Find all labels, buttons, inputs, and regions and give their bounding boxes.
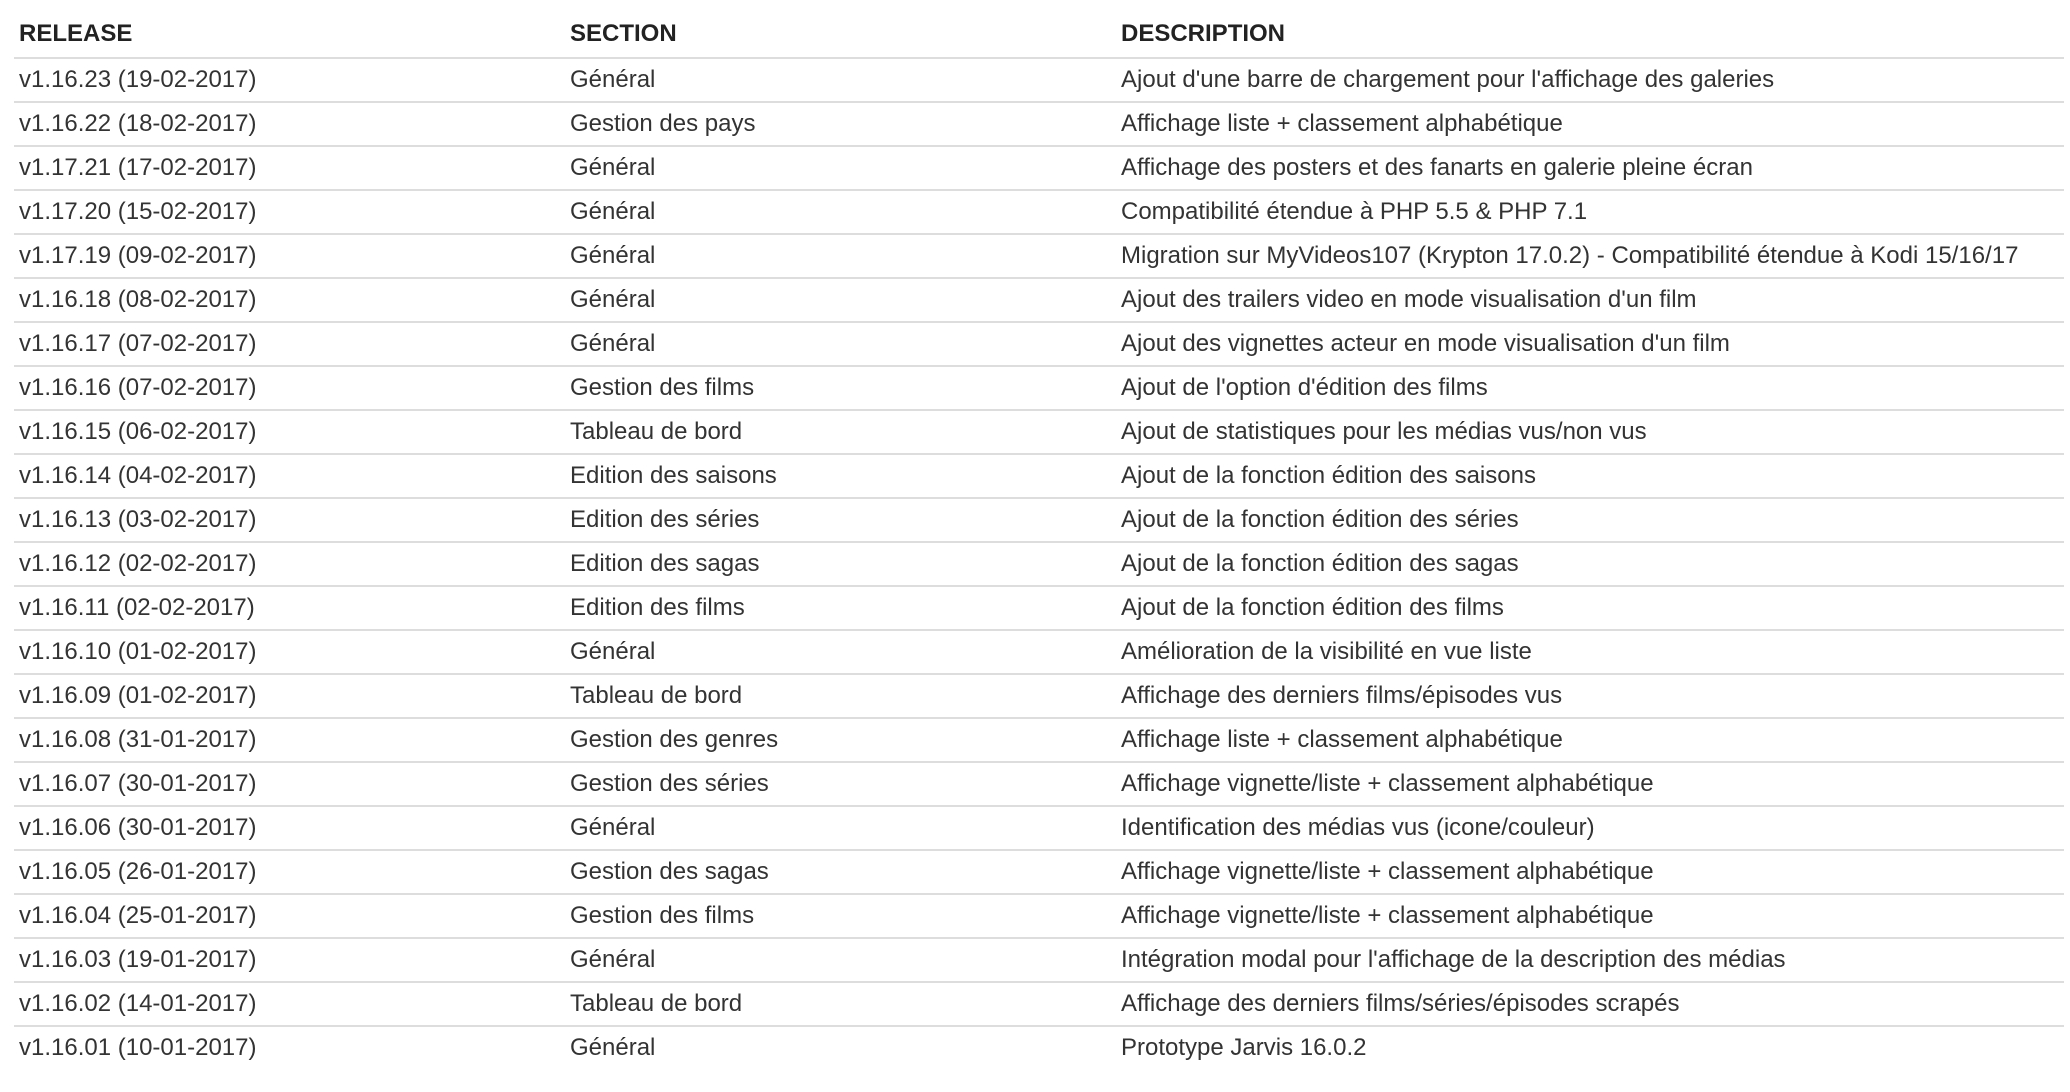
description-cell: Ajout de la fonction édition des films — [1116, 586, 2064, 630]
section-cell: Tableau de bord — [565, 410, 1116, 454]
table-row — [14, 454, 2064, 498]
description-cell: Affichage des derniers films/séries/épisodes scrapés — [1116, 982, 2064, 1026]
section-cell: Gestion des séries — [565, 762, 1116, 806]
release-cell: v1.16.15 (06-02-2017) — [14, 410, 565, 454]
section-cell: Général — [565, 1026, 1116, 1069]
section-cell: Gestion des films — [565, 894, 1116, 938]
table-row — [14, 102, 2064, 146]
section-cell: Tableau de bord — [565, 982, 1116, 1026]
header-description: DESCRIPTION — [1116, 10, 2064, 58]
release-cell: v1.16.06 (30-01-2017) — [14, 806, 565, 850]
release-cell: v1.16.04 (25-01-2017) — [14, 894, 565, 938]
section-cell: Edition des sagas — [565, 542, 1116, 586]
release-cell: v1.16.01 (10-01-2017) — [14, 1026, 565, 1069]
release-cell: v1.16.10 (01-02-2017) — [14, 630, 565, 674]
table-row — [14, 806, 2064, 850]
release-cell: v1.16.22 (18-02-2017) — [14, 102, 565, 146]
section-cell: Général — [565, 146, 1116, 190]
section-cell: Général — [565, 630, 1116, 674]
description-cell: Affichage vignette/liste + classement alphabétique — [1116, 894, 2064, 938]
release-cell: v1.16.05 (26-01-2017) — [14, 850, 565, 894]
description-cell: Migration sur MyVideos107 (Krypton 17.0.2) - Compatibilité étendue à Kodi 15/16/17 — [1116, 234, 2064, 278]
section-cell: Général — [565, 806, 1116, 850]
table-row — [14, 410, 2064, 454]
section-cell: Gestion des pays — [565, 102, 1116, 146]
table-row — [14, 58, 2064, 102]
description-cell: Affichage vignette/liste + classement alphabétique — [1116, 762, 2064, 806]
release-cell: v1.16.02 (14-01-2017) — [14, 982, 565, 1026]
release-cell: v1.16.17 (07-02-2017) — [14, 322, 565, 366]
release-cell: v1.16.18 (08-02-2017) — [14, 278, 565, 322]
description-cell: Ajout de statistiques pour les médias vus/non vus — [1116, 410, 2064, 454]
changelog-table — [14, 10, 2064, 1069]
section-cell: Général — [565, 938, 1116, 982]
section-cell: Tableau de bord — [565, 674, 1116, 718]
table-row — [14, 630, 2064, 674]
release-cell: v1.16.08 (31-01-2017) — [14, 718, 565, 762]
release-cell: v1.16.03 (19-01-2017) — [14, 938, 565, 982]
header-release: RELEASE — [14, 10, 565, 58]
description-cell: Ajout de l'option d'édition des films — [1116, 366, 2064, 410]
section-cell: Edition des saisons — [565, 454, 1116, 498]
description-cell: Compatibilité étendue à PHP 5.5 & PHP 7.1 — [1116, 190, 2064, 234]
release-cell: v1.16.07 (30-01-2017) — [14, 762, 565, 806]
description-cell: Intégration modal pour l'affichage de la description des médias — [1116, 938, 2064, 982]
release-cell: v1.16.14 (04-02-2017) — [14, 454, 565, 498]
table-row — [14, 322, 2064, 366]
description-cell: Ajout des vignettes acteur en mode visualisation d'un film — [1116, 322, 2064, 366]
table-row — [14, 674, 2064, 718]
section-cell: Gestion des films — [565, 366, 1116, 410]
table-row — [14, 234, 2064, 278]
table-row — [14, 190, 2064, 234]
section-cell: Général — [565, 322, 1116, 366]
header-row — [14, 10, 2064, 58]
release-cell: v1.16.16 (07-02-2017) — [14, 366, 565, 410]
description-cell: Ajout d'une barre de chargement pour l'affichage des galeries — [1121, 66, 1775, 93]
description-cell: Ajout de la fonction édition des saisons — [1116, 454, 2064, 498]
table-row — [14, 938, 2064, 982]
description-cell: Ajout des trailers video en mode visualisation d'un film — [1116, 278, 2064, 322]
table-row — [14, 762, 2064, 806]
release-cell: v1.16.12 (02-02-2017) — [14, 542, 565, 586]
table-row — [14, 850, 2064, 894]
description-cell: Affichage vignette/liste + classement alphabétique — [1116, 850, 2064, 894]
description-cell: Amélioration de la visibilité en vue liste — [1116, 630, 2064, 674]
header-section: SECTION — [565, 10, 1116, 58]
description-cell: Ajout de la fonction édition des séries — [1116, 498, 2064, 542]
section-cell: Gestion des sagas — [565, 850, 1116, 894]
table-row — [14, 718, 2064, 762]
table-row — [14, 894, 2064, 938]
section-cell: Gestion des genres — [565, 718, 1116, 762]
release-cell: v1.16.13 (03-02-2017) — [14, 498, 565, 542]
release-cell: v1.17.19 (09-02-2017) — [14, 234, 565, 278]
description-cell: Identification des médias vus (icone/couleur) — [1116, 806, 2064, 850]
section-cell: Général — [565, 278, 1116, 322]
table-row — [14, 586, 2064, 630]
table-row — [14, 982, 2064, 1026]
release-cell: v1.16.23 (19-02-2017) — [19, 66, 257, 93]
table-header — [14, 10, 2064, 58]
release-cell: v1.16.09 (01-02-2017) — [14, 674, 565, 718]
table-row — [14, 278, 2064, 322]
section-cell: Edition des séries — [565, 498, 1116, 542]
section-cell: Général — [570, 66, 656, 93]
table-row — [14, 366, 2064, 410]
description-cell: Prototype Jarvis 16.0.2 — [1116, 1026, 2064, 1069]
table-row — [14, 498, 2064, 542]
description-cell: Affichage liste + classement alphabétique — [1116, 102, 2064, 146]
table-row — [14, 1026, 2064, 1069]
table-body — [14, 58, 2064, 1069]
description-cell: Affichage des posters et des fanarts en galerie pleine écran — [1116, 146, 2064, 190]
release-cell: v1.16.11 (02-02-2017) — [14, 586, 565, 630]
table-row — [14, 542, 2064, 586]
table-row — [14, 146, 2064, 190]
release-cell: v1.17.20 (15-02-2017) — [14, 190, 565, 234]
description-cell: Affichage liste + classement alphabétique — [1116, 718, 2064, 762]
description-cell: Affichage des derniers films/épisodes vus — [1116, 674, 2064, 718]
release-cell: v1.17.21 (17-02-2017) — [14, 146, 565, 190]
section-cell: Général — [565, 234, 1116, 278]
section-cell: Général — [565, 190, 1116, 234]
section-cell: Edition des films — [565, 586, 1116, 630]
description-cell: Ajout de la fonction édition des sagas — [1116, 542, 2064, 586]
